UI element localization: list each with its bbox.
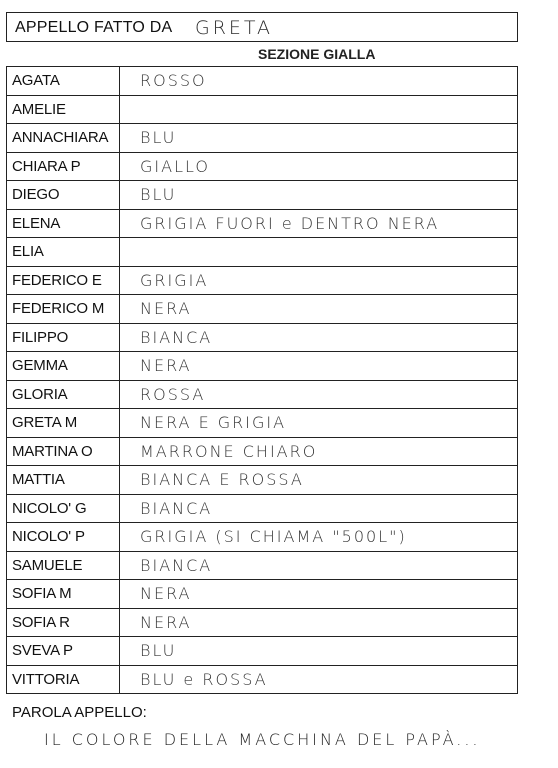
student-name: DIEGO [7,181,120,210]
student-name: AGATA [7,67,120,96]
roster-row [7,323,518,352]
student-name: GLORIA [7,380,120,409]
roster-row [7,466,518,495]
student-answer: BLU [120,124,518,153]
roster-row [7,124,518,153]
student-answer: GIALLO [120,152,518,181]
student-answer: BLU [120,181,518,210]
roster-row [7,608,518,637]
student-answer: NERA [120,295,518,324]
student-answer: GRIGIA FUORI e DENTRO NERA [120,209,518,238]
student-name: GEMMA [7,352,120,381]
header-box [6,12,518,42]
roster-row [7,238,518,267]
student-answer [120,95,518,124]
roster-row [7,266,518,295]
student-name: ANNACHIARA [7,124,120,153]
student-answer: NERA E GRIGIA [120,409,518,438]
roster-row [7,409,518,438]
student-name: SAMUELE [7,551,120,580]
roster-row [7,209,518,238]
student-answer: MARRONE CHIARO [120,437,518,466]
student-name: AMELIE [7,95,120,124]
student-name: FEDERICO M [7,295,120,324]
student-name: ELIA [7,238,120,267]
roster-row [7,637,518,666]
student-answer [120,238,518,267]
parola-appello-value: IL COLORE DELLA MACCHINA DEL PAPÀ... [44,730,481,749]
student-name: SOFIA M [7,580,120,609]
student-name: VITTORIA [7,665,120,694]
student-answer: ROSSO [120,67,518,96]
student-answer: NERA [120,608,518,637]
student-answer: BIANCA E ROSSA [120,466,518,495]
header-label: APPELLO FATTO DA [15,19,173,36]
student-name: MARTINA O [7,437,120,466]
student-name: FEDERICO E [7,266,120,295]
student-answer: GRIGIA (SI CHIAMA "500L") [120,523,518,552]
student-name: NICOLO' P [7,523,120,552]
student-name: SVEVA P [7,637,120,666]
roster-row [7,181,518,210]
roster-row [7,152,518,181]
student-name: ELENA [7,209,120,238]
student-answer: BIANCA [120,323,518,352]
student-answer: ROSSA [120,380,518,409]
roster-row [7,380,518,409]
student-answer: NERA [120,352,518,381]
section-title: SEZIONE GIALLA [258,46,376,62]
roster-row [7,580,518,609]
student-name: NICOLO' G [7,494,120,523]
student-name: SOFIA R [7,608,120,637]
roster-row [7,665,518,694]
roster-row [7,95,518,124]
student-answer: NERA [120,580,518,609]
roster-table [6,66,518,694]
roster-row [7,437,518,466]
student-answer: BLU [120,637,518,666]
roster-row [7,494,518,523]
student-name: MATTIA [7,466,120,495]
student-answer: BIANCA [120,494,518,523]
roster-row [7,67,518,96]
roster-row [7,352,518,381]
student-answer: BIANCA [120,551,518,580]
roster-body [7,67,518,694]
roster-row [7,551,518,580]
student-name: CHIARA P [7,152,120,181]
student-answer: GRIGIA [120,266,518,295]
student-name: FILIPPO [7,323,120,352]
parola-appello-label: PAROLA APPELLO: [12,704,147,721]
student-name: GRETA M [7,409,120,438]
roster-row [7,523,518,552]
roster-row [7,295,518,324]
header-name: GRETA [195,17,274,39]
student-answer: BLU e ROSSA [120,665,518,694]
